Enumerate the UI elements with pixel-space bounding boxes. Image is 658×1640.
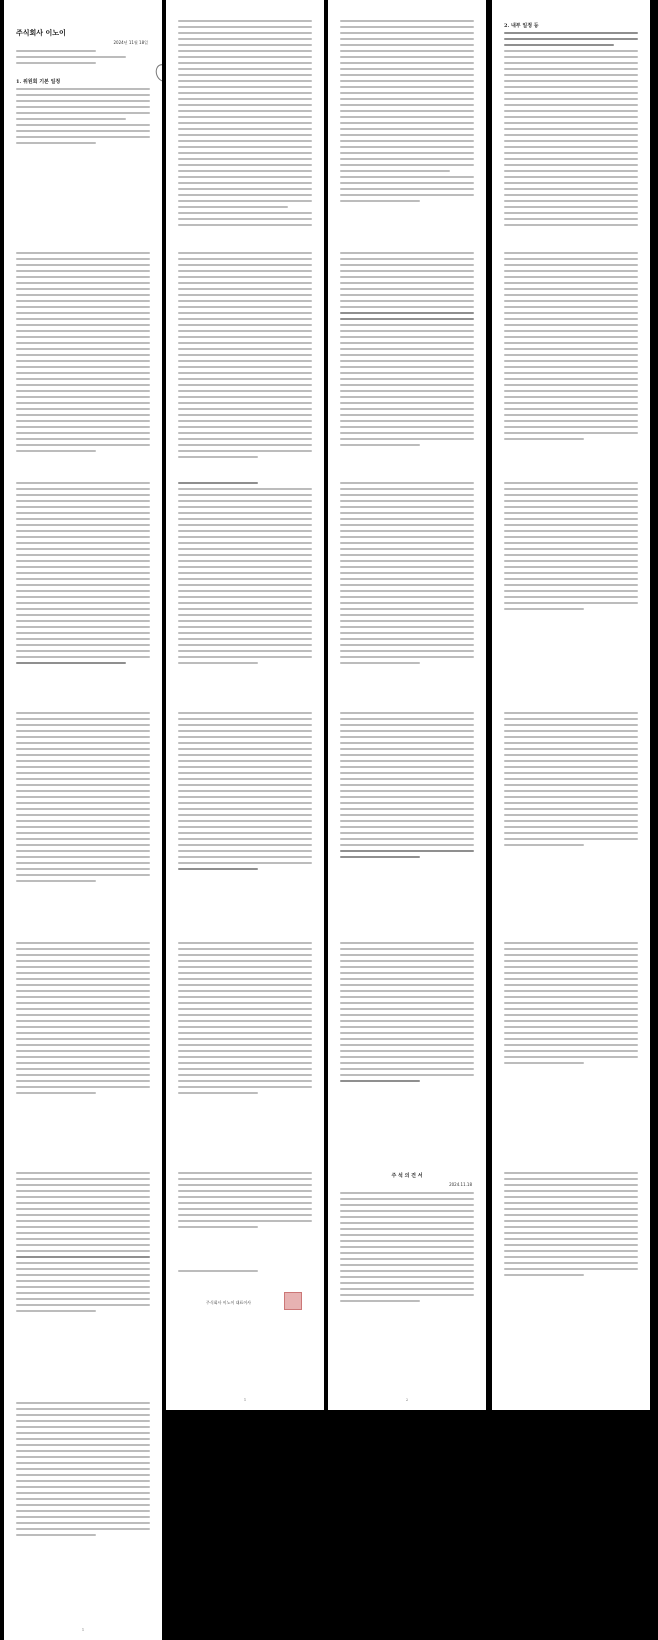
document-page-7: [328, 230, 486, 490]
document-page-20: [492, 920, 650, 1180]
document-page-1: [4, 0, 162, 260]
document-page-5: [4, 230, 162, 490]
text-block: [16, 482, 150, 668]
text-block: [340, 712, 474, 862]
text-block: [504, 1172, 638, 1280]
text-block: [178, 942, 312, 1098]
page-number: 2: [405, 1397, 409, 1402]
document-page-11: [328, 460, 486, 720]
document-page-18: [166, 920, 324, 1180]
document-page-8: [492, 230, 650, 490]
document-page-6: [166, 230, 324, 490]
text-block: [178, 482, 312, 668]
document-page-21: [4, 1150, 162, 1410]
document-page-3: [328, 0, 486, 260]
document-page-10: [166, 460, 324, 720]
document-page-12: [492, 460, 650, 720]
document-page-25: [4, 1380, 162, 1640]
document-page-14: [166, 690, 324, 950]
signature-line: 주식회사 이노이 대표이사: [206, 1300, 252, 1305]
text-block: [178, 712, 312, 874]
text-block: [16, 1172, 150, 1316]
text-block: [16, 88, 150, 148]
document-page-22: [166, 1150, 324, 1410]
section-heading-1: 1. 위원회 기본 일정: [16, 79, 61, 85]
page-number: 1: [81, 1627, 85, 1632]
document-date: 2024년 11월 18일: [113, 40, 148, 45]
text-block: [340, 20, 474, 206]
text-block: [16, 252, 150, 456]
document-title: 주식회사 이노이: [16, 28, 66, 37]
text-block: [340, 482, 474, 668]
document-page-9: [4, 460, 162, 720]
document-page-13: [4, 690, 162, 950]
text-block: [178, 1270, 312, 1276]
text-block: [16, 50, 150, 68]
document-page-24: [492, 1150, 650, 1410]
handwritten-seal: [153, 62, 162, 84]
document-page-17: [4, 920, 162, 1180]
document-page-15: [328, 690, 486, 950]
text-block: [504, 252, 638, 444]
document-page-4: [492, 0, 650, 260]
section-heading-2: 2. 내부 일정 등: [504, 23, 539, 29]
text-block: [340, 1192, 474, 1306]
document-page-19: [328, 920, 486, 1180]
text-block: [340, 252, 474, 450]
document-page-2: [166, 0, 324, 260]
text-block: [504, 32, 638, 242]
document-page-23: [328, 1150, 486, 1410]
company-seal-stamp: [284, 1292, 302, 1310]
opinion-date: 2024.11.18: [449, 1182, 472, 1187]
opinion-title: 주 석 의 견 서: [391, 1173, 423, 1179]
text-block: [178, 20, 312, 260]
text-block: [178, 252, 312, 462]
page-number: 1: [243, 1397, 247, 1402]
document-page-16: [492, 690, 650, 950]
text-block: [504, 712, 638, 850]
text-block: [504, 942, 638, 1068]
text-block: [178, 1172, 312, 1232]
text-block: [16, 942, 150, 1098]
text-block: [340, 942, 474, 1086]
text-block: [504, 482, 638, 614]
text-block: [16, 712, 150, 886]
text-block: [16, 1402, 150, 1540]
